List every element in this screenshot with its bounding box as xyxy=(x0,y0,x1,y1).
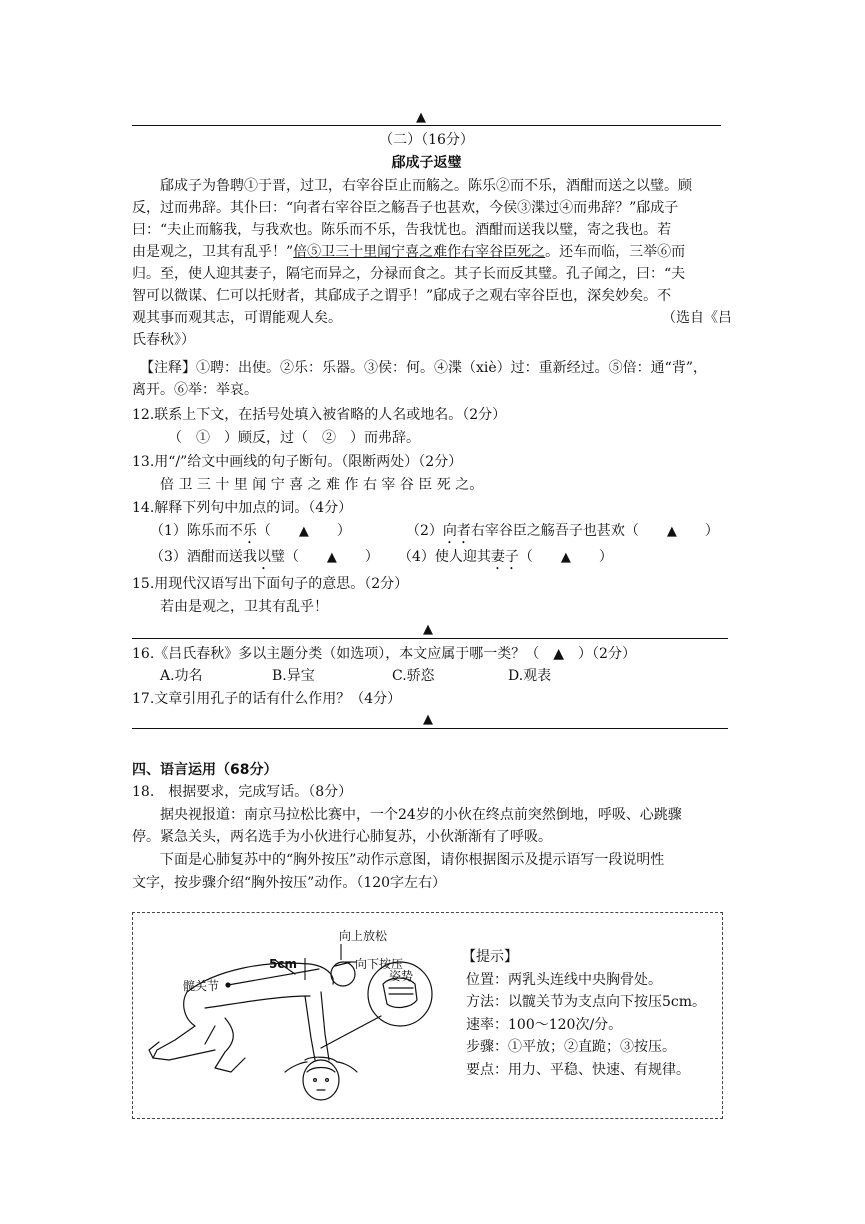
passage-text: 由是观之，卫其有乱乎！” xyxy=(132,244,294,260)
option-b: B.异宝 xyxy=(272,668,315,684)
passage-line: 观其事而观其志，可谓能观人矣。 xyxy=(132,310,342,326)
hint-title: 【提示】 xyxy=(462,949,518,965)
paragraph-line: 文字，按步骤介绍“胸外按压”动作。（120字左右） xyxy=(132,875,447,891)
question-14: 14.解释下列句中加点的词。（4分） xyxy=(132,500,353,516)
question-13: 13.用“/”给文中画线的句子断句。（限断两处）（2分） xyxy=(132,454,463,470)
hint-position: 位置：两乳头连线中央胸骨处。 xyxy=(466,971,662,988)
passage-title: 郈成子返璧 xyxy=(391,155,462,171)
section-header: （二）（16分） xyxy=(379,132,474,148)
passage-source: 氏春秋》） xyxy=(132,332,195,348)
label-hip-joint: 髋关节 xyxy=(183,979,220,993)
label-5cm: 5cm xyxy=(269,957,297,971)
section-4-title: 四、语言运用（68分） xyxy=(132,762,278,778)
answer-line xyxy=(132,638,728,639)
label-press-down: 向下按压 xyxy=(355,957,404,971)
passage-line: 归。至，使人迎其妻子，隔宅而异之，分禄而食之。其子长而反其璧。孔子闻之，曰：“夫 xyxy=(132,266,686,282)
question-15-sentence: 若由是观之，卫其有乱乎！ xyxy=(160,599,328,615)
question-14-item-2: （2）向者右宰谷臣之觞吾子也甚欢（ ▲ ） xyxy=(406,523,719,539)
question-13-sentence: 倍 卫 三 十 里 闻 宁 喜 之 难 作 右 宰 谷 臣 死 之。 xyxy=(160,477,484,493)
option-d: D.观表 xyxy=(508,668,552,684)
question-14-item-3: （3）酒酣而送我以璧（ ▲ ） xyxy=(150,549,379,565)
paragraph-line: 停。紧急关头，两名选手为小伙进行心肺复苏，小伙渐渐有了呼吸。 xyxy=(132,829,552,845)
question-14-item-4: （4）使人迎其妻子（ ▲ ） xyxy=(398,549,613,565)
passage-line: 曰：“夫止而觞我，与我欢也。陈乐而不乐，告我忧也。酒酣而送我以璧，寄之我也。若 xyxy=(132,222,672,238)
answer-triangle: ▲ xyxy=(666,524,677,539)
answer-triangle: ▲ xyxy=(326,550,337,565)
passage-text: 。还车而临，三举⑥而 xyxy=(545,244,686,260)
dotted-word: 以 xyxy=(256,549,271,565)
question-17: 17.文章引用孔子的话有什么作用？（4分） xyxy=(132,691,402,707)
answer-triangle: ▲ xyxy=(553,646,565,662)
hint-steps: 步骤：①平放；②直跪；③按压。 xyxy=(466,1039,676,1055)
question-15: 15.用现代汉语写出下面句子的意思。（2分） xyxy=(132,576,409,592)
passage-line: 郈成子为鲁聘①于晋，过卫，右宰谷臣止而觞之。陈乐②而不乐，酒酣而送之以璧。顾 xyxy=(160,178,692,194)
answer-line xyxy=(132,728,728,729)
cpr-illustration xyxy=(145,922,445,1112)
dotted-word: 向者 xyxy=(442,523,471,539)
dotted-word: 妻子 xyxy=(490,549,519,565)
paragraph-line: 据央视报道：南京马拉松比赛中，一个24岁的小伙在终点前突然倒地，呼吸、心跳骤 xyxy=(160,807,682,823)
underlined-sentence: 倍⑤卫三十里闻宁喜之难作右宰谷臣死之 xyxy=(293,244,546,260)
answer-triangle: ▲ xyxy=(298,524,309,539)
passage-line xyxy=(132,241,685,263)
answer-triangle: ▲ xyxy=(560,550,571,565)
hint-keypoints: 要点：用力、平稳、快速、有规律。 xyxy=(466,1061,690,1078)
option-c: C.骄恣 xyxy=(392,668,435,684)
paragraph-line: 下面是心肺复苏中的“胸外按压”动作示意图，请你根据图示及提示语写一段说明性 xyxy=(160,852,665,868)
hint-panel xyxy=(462,946,706,1081)
passage-line: 反，过而弗辞。其仆曰：“向者右宰谷臣之觞吾子也甚欢，今侯③渫过④而弗辞？”郈成子 xyxy=(132,200,679,216)
label-posture: 姿势 xyxy=(389,969,414,983)
answer-line xyxy=(132,125,721,126)
answer-triangle: ▲ xyxy=(423,622,433,637)
dotted-word: 乐 xyxy=(242,523,257,539)
question-12-blanks: （ ① ）顾反，过（ ② ）而弗辞。 xyxy=(168,430,420,446)
passage-line: 智可以微谋、仁可以托财者，其郈成子之谓乎！”郈成子之观右宰谷臣也，深矣妙矣。不 xyxy=(132,288,672,304)
notes-line: 【注释】①聘：出使。②乐：乐器。③侯：何。④渫（xiè）过：重新经过。⑤倍：通“背”， xyxy=(140,360,707,376)
answer-triangle: ▲ xyxy=(423,712,433,727)
option-a: A.功名 xyxy=(160,668,203,684)
label-release-up: 向上放松 xyxy=(339,929,388,943)
passage-source: （选自《吕 xyxy=(662,310,732,326)
hint-method: 方法：以髋关节为支点向下按压5cm。 xyxy=(466,994,707,1010)
question-12: 12.联系上下文，在括号处填入被省略的人名或地名。（2分） xyxy=(132,407,507,423)
answer-triangle: ▲ xyxy=(416,110,426,125)
question-18: 18. 根据要求，完成写话。（8分） xyxy=(132,784,353,800)
question-16: 16.《吕氏春秋》多以主题分类（如选项），本文应属于哪一类？（ ▲ ）（2分） xyxy=(132,646,636,662)
notes-line: 离开。⑥举：举哀。 xyxy=(132,382,258,398)
hint-rate: 速率：100～120次/分。 xyxy=(466,1016,623,1033)
question-14-item-1: （1）陈乐而不乐（ ▲ ） xyxy=(150,523,351,539)
